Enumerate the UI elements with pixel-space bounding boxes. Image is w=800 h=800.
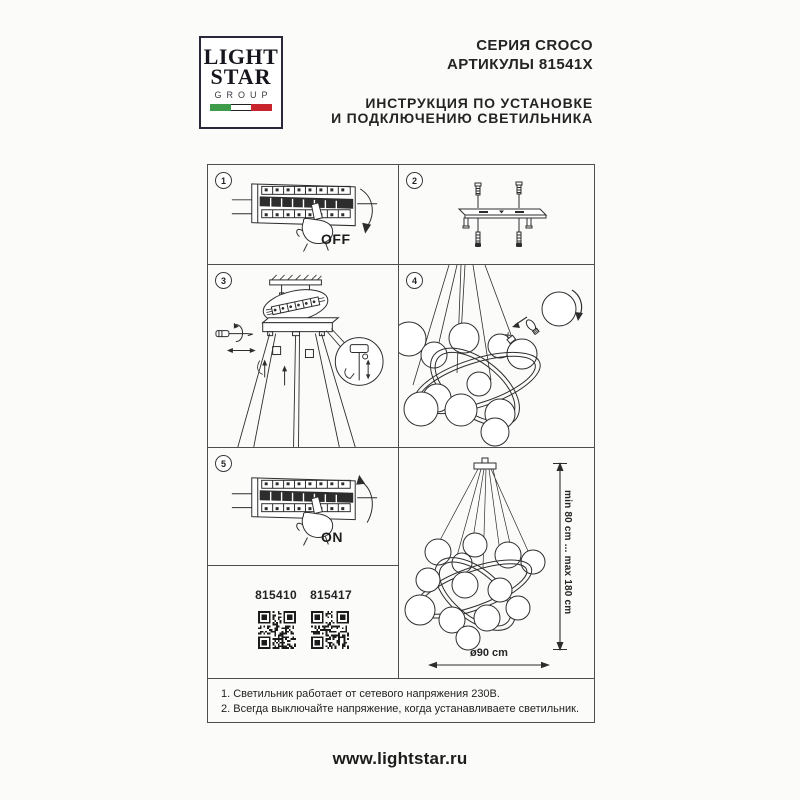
height-range-label: min 80 cm ... max 180 cm [562,490,573,615]
logo-star-text: STAR [210,64,272,90]
qr-panel [208,566,399,679]
circuit-breaker-off-illustration [208,165,398,264]
qr-label-left: 815410 [255,588,297,602]
instruction-title-line1: ИНСТРУКЦИЯ ПО УСТАНОВКЕ [365,94,593,111]
sphere-installation-illustration [399,265,594,448]
diameter-label: ø90 cm [470,647,508,659]
qr-code-815410 [258,609,296,651]
canopy-mounting-illustration [208,265,398,447]
instruction-title-line2: И ПОДКЛЮЧЕНИЮ СВЕТИЛЬНИКА [331,110,593,127]
step-panel-4 [399,265,594,448]
step-panel-2 [399,165,594,265]
step-number-badge: 1 [215,172,232,189]
step-number-badge: 5 [215,455,232,472]
instruction-table [207,164,595,723]
step-number-badge: 4 [406,272,423,289]
articles-title: АРТИКУЛЫ 81541X [447,55,593,73]
lightstar-logo [199,36,283,129]
logo-light-text: LIGHT [203,44,279,69]
step-number-badge: 3 [215,272,232,289]
flag-red-segment [251,104,272,111]
dimensions-panel [399,448,594,679]
flag-white-segment [231,104,252,111]
note-line-2: 2. Всегда выключайте напряжение, когда устанавливаете светильник. [221,703,580,716]
notes-panel [208,679,594,722]
footer-url: www.lightstar.ru [332,749,468,768]
qr-code-815417 [311,609,349,651]
qr-label-right: 815417 [310,588,352,602]
step-number-badge: 2 [406,172,423,189]
on-label: ON [321,529,343,545]
logo-group-text: GROUP [214,90,273,101]
series-title: СЕРИЯ CROCO [476,37,593,54]
off-label: OFF [321,231,351,247]
italian-flag-stripe [210,104,272,111]
step-panel-1 [208,165,399,265]
step-panel-5 [208,448,399,566]
document-header [331,37,593,127]
mounting-bracket-illustration [399,165,594,265]
note-line-1: 1. Светильник работает от сетевого напряжения 230В. [221,688,500,700]
circuit-breaker-on-illustration [208,448,398,565]
flag-green-segment [210,104,231,111]
step-panel-3 [208,265,399,448]
